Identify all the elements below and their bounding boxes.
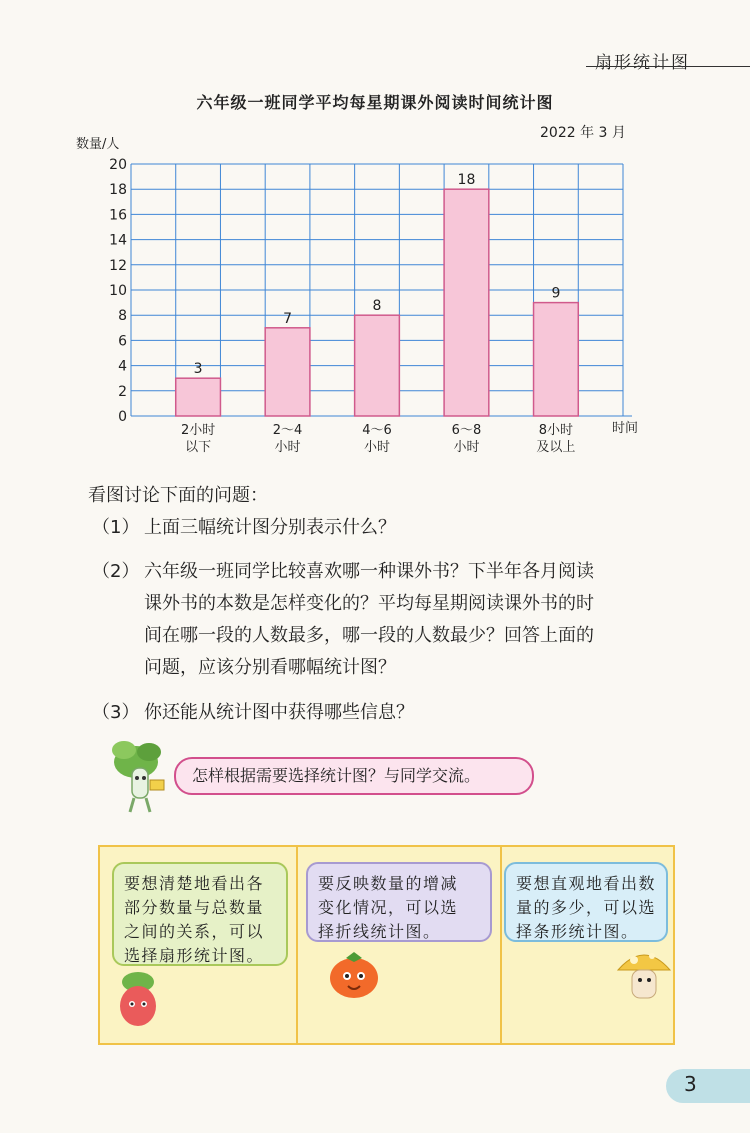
y-tick-label: 14 [109,232,127,249]
bar-value-label: 18 [457,172,476,189]
category-label: 4～6 [362,423,392,438]
tip-line: 择条形统计图。 [516,922,639,941]
header-rule [586,66,750,67]
panel-divider [296,847,298,1043]
panel-divider [500,847,502,1043]
y-axis-label: 数量/人 [76,137,120,152]
chart-date: 2022 年 3 月 [540,125,626,141]
mushroom-character-illustration [612,942,676,1012]
chart-title: 六年级一班同学平均每星期课外阅读时间统计图 [196,93,554,112]
question-line: 六年级一班同学比较喜欢哪一种课外书？下半年各月阅读 [144,561,594,582]
y-tick-label: 12 [109,257,127,274]
category-label: 6～8 [451,423,482,438]
y-tick-label: 2 [118,383,127,400]
y-tick-label: 8 [118,308,127,325]
category-label: 小时 [453,440,480,455]
bar-value-label: 9 [551,285,561,302]
bar-value-label: 7 [283,310,293,327]
category-label: 2小时 [180,423,216,438]
radish-mascot-illustration [104,736,180,818]
bar-value-label: 3 [193,361,203,378]
bar [176,378,221,416]
category-label: 小时 [363,440,391,455]
y-tick-label: 16 [109,207,127,224]
category-label: 以下 [185,440,212,455]
bar [355,315,400,416]
y-tick-label: 10 [109,283,127,299]
tip-line: 之间的关系，可以 [124,922,265,941]
y-tick-label: 0 [118,409,127,425]
question-line: 上面三幅统计图分别表示什么？ [144,517,396,538]
y-tick-label: 20 [109,157,127,173]
question-line: 间在哪一段的人数最多，哪一段的人数最少？回答上面的 [144,625,594,646]
question-number: （3） [92,702,140,723]
tip-line: 量的多少，可以选 [516,898,657,917]
y-tick-label: 6 [118,333,127,350]
page-number-tab [666,1069,750,1103]
category-label: 小时 [274,440,301,455]
tip-card-bar-chart [504,862,668,942]
bar-value-label: 8 [372,298,382,315]
y-tick-label: 18 [109,182,127,199]
category-label: 及以上 [536,440,576,455]
discussion-intro: 看图讨论下面的问题： [88,485,268,506]
tip-line: 要想清楚地看出各 [124,874,265,893]
tip-line: 择折线统计图。 [318,922,441,941]
discussion-prompt-bubble: 怎样根据需要选择统计图？与同学交流。 [174,757,534,795]
radish-character-illustration [110,970,170,1030]
section-title: 扇形统计图 [595,53,690,73]
tip-line: 部分数量与总数量 [124,898,265,917]
tip-line: 要想直观地看出数 [516,874,657,893]
question-number: （1） [92,517,140,538]
bar [444,189,489,416]
x-axis-label: 时间 [612,421,639,436]
bar [265,328,310,416]
tip-card-pie-chart [112,862,288,966]
tip-line: 变化情况，可以选 [318,898,459,917]
tip-line: 选择扇形统计图。 [124,946,265,965]
question-line: 课外书的本数是怎样变化的？平均每星期阅读课外书的时 [144,593,594,614]
page-number: 3 [684,1072,697,1096]
question-number: （2） [92,561,140,582]
question-line: 你还能从统计图中获得哪些信息？ [144,702,414,723]
tip-line: 要反映数量的增减 [318,874,459,893]
question-line: 问题，应该分别看哪幅统计图？ [144,657,396,678]
tip-card-line-chart [306,862,492,942]
category-label: 8小时 [538,423,574,438]
bar-chart [0,130,750,460]
y-tick-label: 4 [118,358,127,375]
tomato-character-illustration [322,948,386,1004]
bar [534,303,579,416]
category-label: 2～4 [272,423,303,438]
